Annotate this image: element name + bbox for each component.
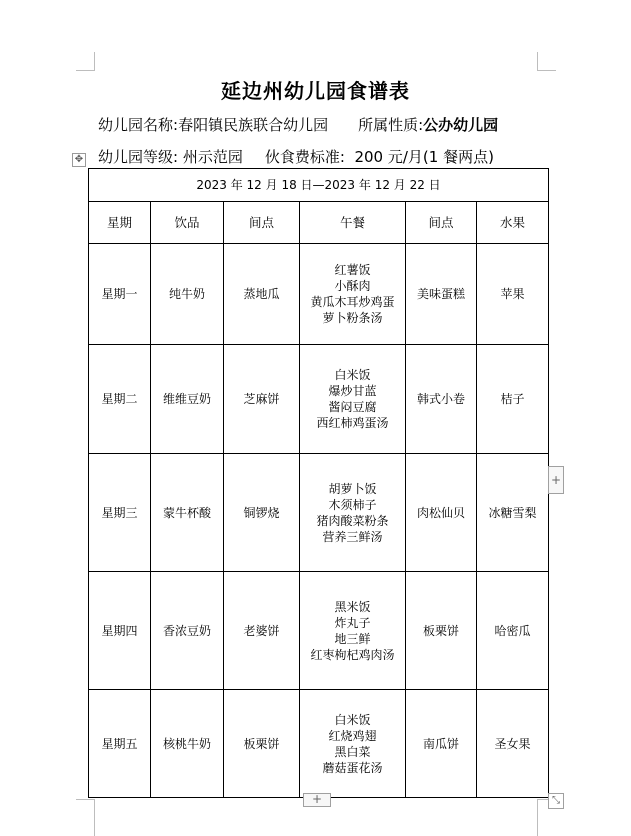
fruit-cell: 桔子 (477, 345, 549, 454)
snack2-cell: 美味蛋糕 (406, 244, 477, 345)
header-day: 星期 (89, 202, 151, 244)
header-lunch: 午餐 (300, 202, 406, 244)
lunch-cell (300, 572, 406, 690)
crop-mark-top-right (537, 52, 556, 71)
drink-cell: 香浓豆奶 (151, 572, 224, 690)
lunch-item: 红薯饭 (334, 263, 371, 277)
lunch-item: 胡萝卜饭 (328, 481, 377, 496)
day-cell: 星期二 (89, 345, 151, 454)
move-icon[interactable]: ✥ (72, 153, 86, 167)
drink-cell: 纯牛奶 (151, 244, 224, 345)
snack1-cell: 铜锣烧 (224, 454, 300, 572)
nature-label: 所属性质: (358, 116, 424, 134)
day-cell: 星期一 (89, 244, 151, 345)
lunch-item: 黑白菜 (334, 744, 371, 759)
drink-cell: 维维豆奶 (151, 345, 224, 454)
lunch-item: 营养三鲜汤 (322, 529, 383, 544)
lunch-item: 白米饭 (334, 368, 371, 382)
lunch-item: 爆炒甘蓝 (328, 384, 377, 398)
menu-table (88, 168, 549, 798)
fruit-cell: 苹果 (477, 244, 549, 345)
day-cell: 星期三 (89, 454, 151, 572)
lunch-item: 蘑菇蛋花汤 (322, 760, 383, 775)
day-cell: 星期五 (89, 690, 151, 798)
fruit-cell: 哈密瓜 (477, 572, 549, 690)
nature-value: 公办幼儿园 (423, 116, 499, 134)
resize-icon[interactable]: ⤡ (548, 793, 564, 809)
lunch-item: 红烧鸡翅 (328, 728, 377, 743)
table-row (89, 454, 549, 572)
kindergarten-name-value: 春阳镇民族联合幼儿园 (178, 116, 329, 134)
header-drink: 饮品 (151, 202, 224, 244)
crop-mark-bottom-left (76, 799, 95, 836)
snack2-cell: 肉松仙贝 (406, 454, 477, 572)
add-row-plus-icon[interactable]: + (303, 793, 331, 807)
day-cell: 星期四 (89, 572, 151, 690)
lunch-cell (300, 244, 406, 345)
header-snack-afternoon: 间点 (406, 202, 477, 244)
lunch-item: 萝卜粉条汤 (322, 311, 383, 325)
table-row (89, 572, 549, 690)
table-row (89, 244, 549, 345)
level-value: 州示范园 (182, 148, 243, 166)
level-label: 幼儿园等级: (98, 148, 179, 166)
snack2-cell: 板栗饼 (406, 572, 477, 690)
table-row (89, 345, 549, 454)
table-row (89, 690, 549, 798)
crop-mark-top-left (76, 52, 95, 71)
info-line-2 (98, 146, 494, 167)
lunch-item: 黄瓜木耳炒鸡蛋 (310, 295, 395, 309)
lunch-cell (300, 345, 406, 454)
lunch-cell (300, 690, 406, 798)
info-line-1 (98, 114, 498, 135)
snack1-cell: 芝麻饼 (224, 345, 300, 454)
fruit-cell: 圣女果 (477, 690, 549, 798)
fruit-cell: 冰糖雪梨 (477, 454, 549, 572)
snack2-cell: 韩式小卷 (406, 345, 477, 454)
lunch-item: 小酥肉 (334, 279, 371, 293)
lunch-item: 西红柿鸡蛋汤 (316, 416, 389, 430)
header-snack-morning: 间点 (224, 202, 300, 244)
lunch-item: 猪肉酸菜粉条 (316, 513, 389, 528)
snack1-cell: 蒸地瓜 (224, 244, 300, 345)
lunch-cell (300, 454, 406, 572)
lunch-item: 黑米饭 (334, 599, 371, 614)
lunch-item: 酱闷豆腐 (328, 400, 377, 414)
snack2-cell: 南瓜饼 (406, 690, 477, 798)
fee-value: 200 元/月(1 餐两点) (354, 148, 494, 166)
lunch-item: 红枣枸杞鸡肉汤 (310, 647, 395, 662)
snack1-cell: 老婆饼 (224, 572, 300, 690)
lunch-item: 地三鲜 (334, 631, 371, 646)
add-column-plus-icon[interactable]: + (548, 466, 564, 494)
snack1-cell: 板栗饼 (224, 690, 300, 798)
lunch-item: 炸丸子 (334, 615, 371, 630)
document-title: 延边州幼儿园食谱表 (221, 79, 410, 103)
lunch-item: 木须柿子 (328, 497, 377, 512)
drink-cell: 蒙牛杯酸 (151, 454, 224, 572)
date-range-cell: 2023 年 12 月 18 日—2023 年 12 月 22 日 (89, 169, 549, 202)
lunch-item: 白米饭 (334, 712, 371, 727)
kindergarten-name-label: 幼儿园名称: (98, 116, 179, 134)
header-fruit: 水果 (477, 202, 549, 244)
fee-label: 伙食费标准: (264, 148, 345, 166)
drink-cell: 核桃牛奶 (151, 690, 224, 798)
